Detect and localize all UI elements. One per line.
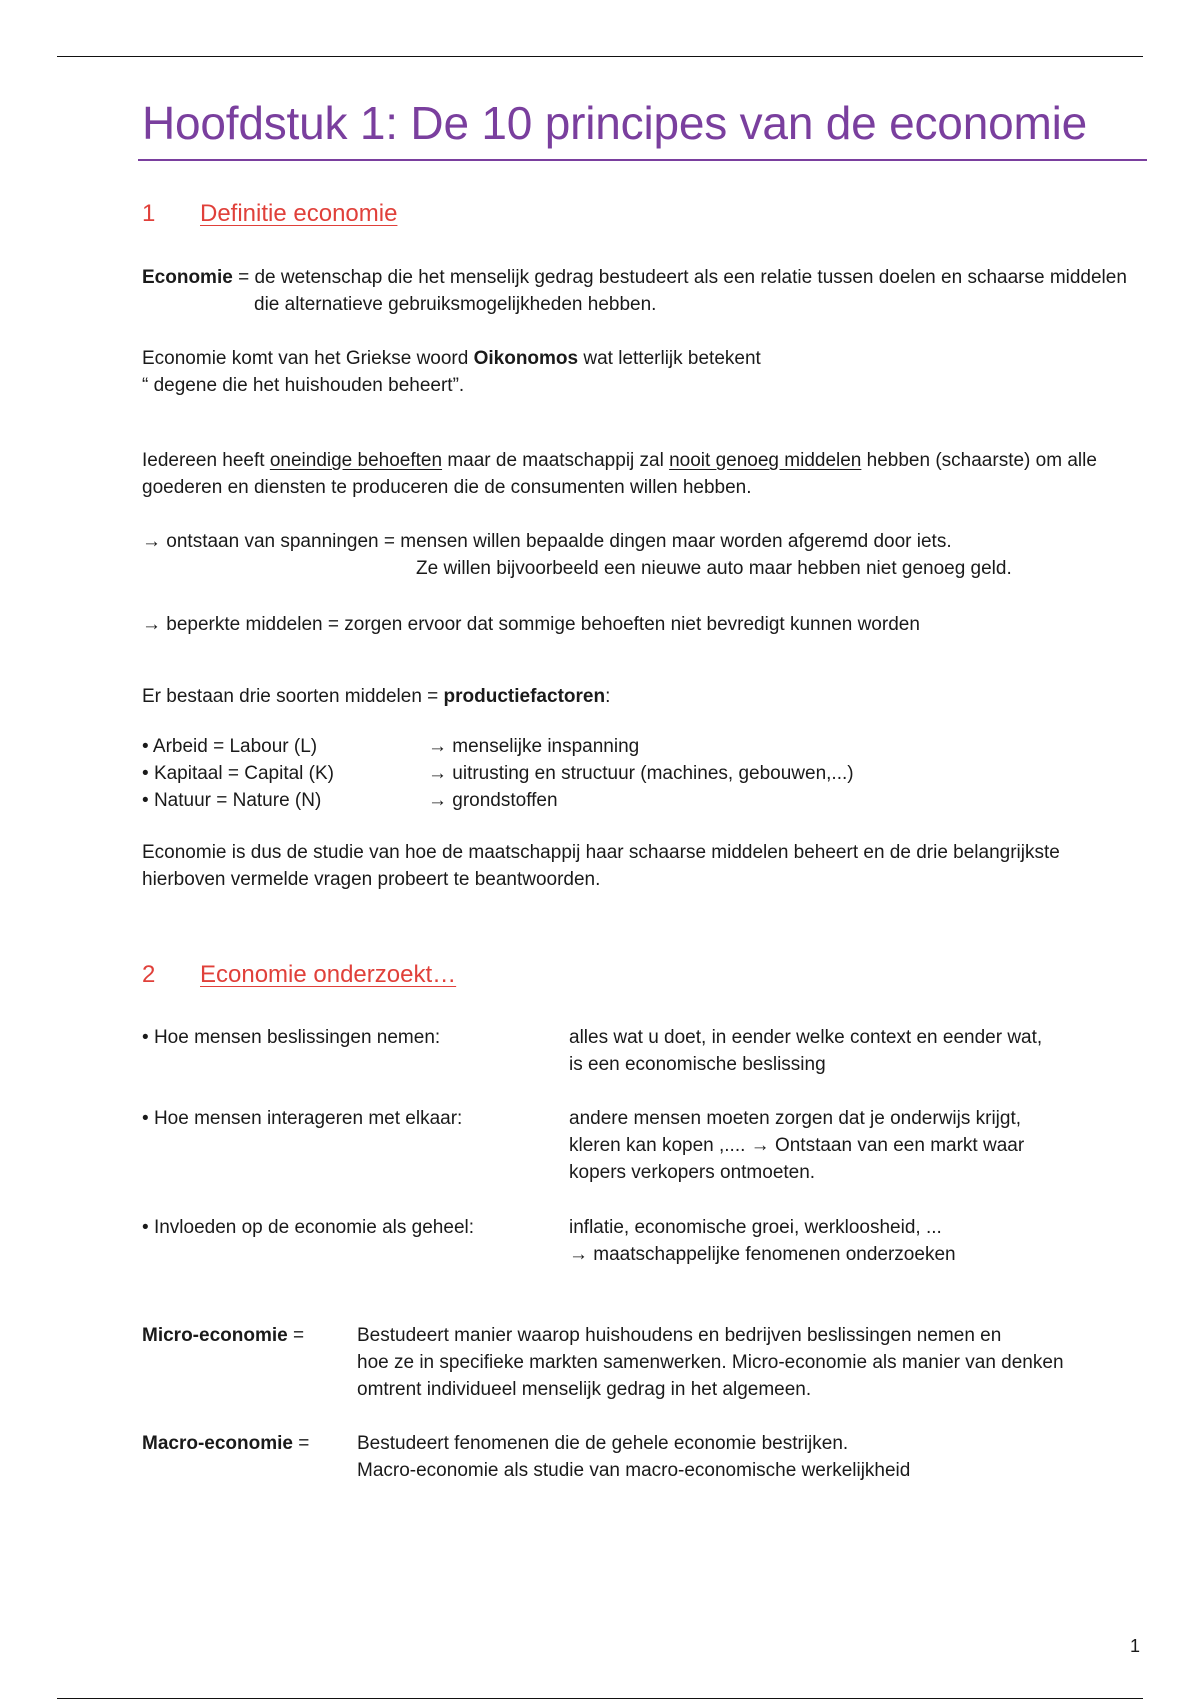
section-1-heading: [142, 200, 397, 228]
macro-line: Macro-economie als studie van macro-economische werkelijkheid: [357, 1460, 911, 1481]
footer-rule: [57, 1698, 1143, 1699]
macro-line: Bestudeert fenomenen die de gehele economie bestrijken.: [357, 1433, 849, 1454]
micro-term: Micro-economie: [142, 1325, 288, 1346]
factors-intro-colon: :: [605, 686, 611, 707]
research-item-desc: [569, 1214, 956, 1268]
factors-intro-text: Er bestaan drie soorten middelen =: [142, 686, 444, 707]
section-1-number: 1: [142, 200, 156, 227]
origin-text-b: wat letterlijk betekent: [578, 348, 761, 369]
title-underline: [138, 159, 1147, 161]
research-item-desc: [569, 1024, 1042, 1078]
scarcity-text-a: Iedereen heeft: [142, 450, 270, 471]
macro-eq: =: [292, 1433, 310, 1454]
research-desc-line: kopers verkopers ontmoeten.: [569, 1162, 816, 1183]
micro-definition: [357, 1322, 1064, 1403]
micro-eq: =: [287, 1325, 305, 1346]
page-number: 1: [1130, 1636, 1141, 1656]
factor-name: • Arbeid = Labour (L): [142, 733, 317, 760]
factor-desc: → menselijke inspanning: [428, 736, 640, 757]
factor-name: • Natuur = Nature (N): [142, 787, 321, 814]
section-2-number: 2: [142, 961, 156, 988]
research-item-desc: [569, 1105, 1024, 1186]
macro-definition: [357, 1430, 910, 1484]
factors-intro-term: productiefactoren: [443, 686, 606, 707]
scarcity-paragraph: [142, 447, 1142, 501]
factor-desc: → uitrusting en structuur (machines, gebouwen,...): [428, 763, 854, 784]
research-item-label: • Hoe mensen beslissingen nemen:: [142, 1024, 440, 1051]
micro-line: Bestudeert manier waarop huishoudens en bedrijven beslissingen nemen en: [357, 1325, 1002, 1346]
origin-term: Oikonomos: [473, 348, 579, 369]
origin-quote: “ degene die het huishouden beheert”.: [142, 375, 465, 396]
tension-line-1: → ontstaan van spanningen = mensen willen bepaalde dingen maar worden afgeremd door iets.: [142, 531, 952, 552]
scarcity-underline-1: oneindige behoeften: [269, 450, 443, 471]
origin-paragraph: [142, 345, 1142, 399]
definition-text: = de wetenschap die het menselijk gedrag bestudeert als een relatie tussen doelen en schaarse middelen die alternatieve gebruiksmogelijkheden hebben.: [232, 267, 1127, 315]
macro-term: Macro-economie: [142, 1433, 293, 1454]
tension-line-2: Ze willen bijvoorbeeld een nieuwe auto maar hebben niet genoeg geld.: [416, 558, 1012, 579]
factor-name: • Kapitaal = Capital (K): [142, 760, 334, 787]
micro-term-label: [142, 1322, 304, 1349]
research-desc-line: kleren kan kopen ,.... → Ontstaan van een markt waar: [569, 1135, 1025, 1156]
research-desc-line: is een economische beslissing: [569, 1054, 826, 1075]
research-item-label: • Hoe mensen interageren met elkaar:: [142, 1105, 462, 1132]
research-item-label: • Invloeden op de economie als geheel:: [142, 1214, 474, 1241]
scarcity-text-b: maar de maatschappij zal: [442, 450, 670, 471]
factor-desc: → grondstoffen: [428, 790, 558, 811]
header-rule: [57, 56, 1143, 57]
section-1-title: Definitie economie: [200, 200, 398, 227]
conclusion-paragraph: Economie is dus de studie van hoe de maatschappij haar schaarse middelen beheert en de drie belangrijkste hierboven vermelde vragen probeert te beantwoorden.: [142, 842, 1060, 890]
limited-means-line: → beperkte middelen = zorgen ervoor dat sommige behoeften niet bevredigt kunnen worden: [142, 614, 920, 635]
research-desc-line: alles wat u doet, in eender welke context en eender wat,: [569, 1027, 1043, 1048]
definition-term: Economie: [142, 267, 233, 288]
section-2-heading: [142, 961, 456, 989]
chapter-title: Hoofdstuk 1: De 10 principes van de economie: [142, 97, 1087, 149]
scarcity-underline-2: nooit genoeg middelen: [669, 450, 862, 471]
definition-economie: [142, 264, 1154, 318]
section-2-title: Economie onderzoekt…: [200, 961, 457, 988]
micro-line: hoe ze in specifieke markten samenwerken. Micro-economie als manier van denken: [357, 1352, 1064, 1373]
research-desc-line: andere mensen moeten zorgen dat je onderwijs krijgt,: [569, 1108, 1022, 1129]
micro-line: omtrent individueel menselijk gedrag in het algemeen.: [357, 1379, 812, 1400]
research-desc-line: → maatschappelijke fenomenen onderzoeken: [569, 1244, 956, 1265]
research-desc-line: inflatie, economische groei, werkloosheid, ...: [569, 1217, 942, 1238]
macro-term-label: [142, 1430, 309, 1457]
origin-text-a: Economie komt van het Griekse woord: [142, 348, 474, 369]
scarcity-text-c: hebben (schaarste) om alle goederen en diensten te produceren die de consumenten willen hebben.: [142, 450, 1097, 498]
factors-intro: [142, 683, 610, 710]
